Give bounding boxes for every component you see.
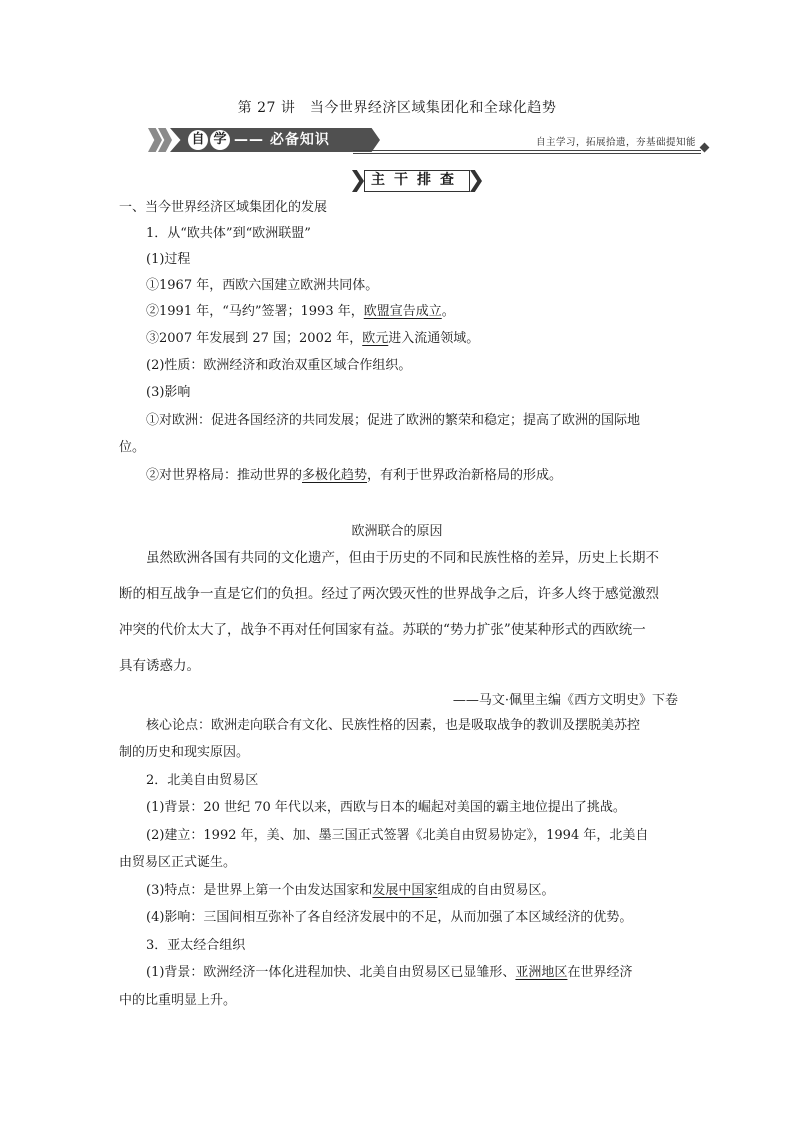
paragraph: (3)特点：是世界上第一个由发达国家和发展中国家组成的自由贸易区。: [146, 883, 555, 898]
subheading: 2．北美自由贸易区: [146, 773, 259, 788]
key-term: 发展中国家: [372, 883, 438, 898]
quote-source: ——马文·佩里主编《西方文明史》下卷: [452, 693, 678, 708]
paragraph: (1)背景：欧洲经济一体化进程加快、北美自由贸易区已显雏形、亚洲地区在世界经济: [146, 965, 633, 980]
section-heading: 一、当今世界经济区域集团化的发展: [119, 200, 328, 215]
subheading: 3．亚太经合组织: [146, 938, 246, 953]
material-title: 欧洲联合的原因: [351, 524, 443, 539]
banner-char-2: 学: [210, 130, 230, 150]
arrow-icon: [470, 170, 482, 192]
banner-text: —— 必备知识: [234, 132, 330, 148]
subheading: 1．从“欧共体”到“欧洲联盟”: [146, 226, 311, 241]
divider: [353, 153, 701, 154]
paragraph: ①对欧洲：促进各国经济的共同发展；促进了欧洲的繁荣和稳定；提高了欧洲的国际地: [146, 413, 641, 428]
paragraph: (2)建立：1992 年，美、加、墨三国正式签署《北美自由贸易协定》，1994 年，北美自: [146, 828, 649, 843]
paragraph: 中的比重明显上升。: [119, 993, 237, 1008]
key-term: 亚洲地区: [515, 965, 568, 980]
divider: [353, 150, 701, 151]
quote-line: 冲突的代价太大了，战争不再对任何国家有益。苏联的“势力扩张”使某种形式的西欧统一: [119, 622, 646, 638]
paragraph: (1)过程: [146, 252, 191, 267]
section-banner: [148, 126, 708, 156]
key-term: 多极化趋势: [302, 468, 368, 483]
key-term: 欧盟宣告成立: [363, 304, 442, 319]
paragraph: ②对世界格局：推动世界的多极化趋势，有利于世界政治新格局的形成。: [146, 468, 563, 483]
arrow-icon: [352, 170, 364, 192]
quote-line: 断的相互战争一直是它们的负担。经过了两次毁灭性的世界战争之后，许多人终于感觉激烈: [119, 586, 659, 602]
paragraph: (2)性质：欧洲经济和政治双重区域合作组织。: [146, 358, 412, 373]
section-badge: [352, 170, 482, 192]
paragraph: ①1967 年，西欧六国建立欧洲共同体。: [146, 278, 379, 293]
banner-slogan: 自主学习，拓展拾遗，夯基础提知能: [535, 137, 696, 148]
paragraph: (3)影响: [146, 385, 191, 400]
paragraph: (4)影响：三国间相互弥补了各自经济发展中的不足，从而加强了本区域经济的优势。: [146, 910, 633, 925]
diamond-icon: [700, 143, 710, 153]
quote-line: 具有诱惑力。: [119, 658, 200, 674]
core-argument: 制的历史和现实原因。: [119, 745, 250, 760]
paragraph: ②1991 年，“马约”签署；1993 年，欧盟宣告成立。: [146, 304, 455, 319]
core-argument: 核心论点：欧洲走向联合有文化、民族性格的因素，也是吸取战争的教训及摆脱美苏控: [146, 718, 641, 733]
lesson-title: 第 27 讲 当今世界经济区域集团化和全球化趋势: [237, 100, 557, 116]
paragraph: ③2007 年发展到 27 国；2002 年，欧元进入流通领域。: [146, 331, 480, 346]
banner-char-1: 自: [188, 130, 208, 150]
paragraph: 位。: [119, 440, 146, 455]
quote-line: 虽然欧洲各国有共同的文化遗产，但由于历史的不同和民族性格的差异，历史上长期不: [146, 550, 659, 566]
paragraph: 由贸易区正式诞生。: [119, 855, 237, 870]
badge-label: 主干排查: [364, 170, 470, 192]
key-term: 欧元: [362, 331, 389, 346]
paragraph: (1)背景：20 世纪 70 年代以来，西欧与日本的崛起对美国的霸主地位提出了挑战。: [146, 800, 626, 815]
